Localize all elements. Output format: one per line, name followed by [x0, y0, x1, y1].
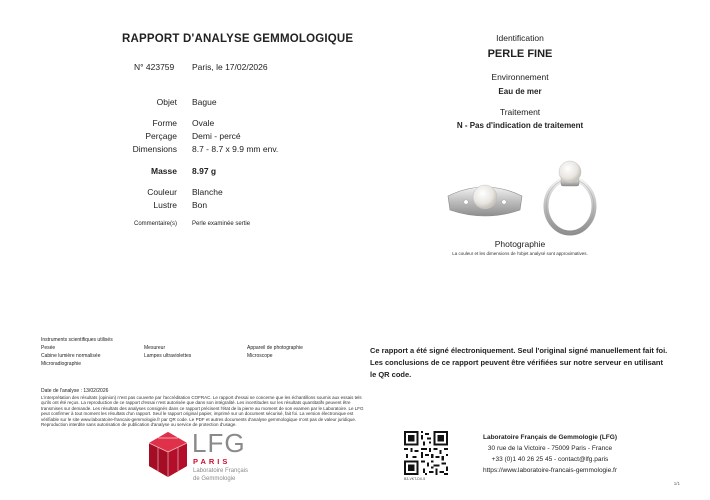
- label-objet: Objet: [156, 97, 177, 107]
- value-masse: 8.97 g: [192, 166, 217, 176]
- identification-label: Identification: [496, 33, 544, 43]
- treatment-value: N - Pas d'indication de traitement: [456, 121, 584, 130]
- instrument-item: Mesureur: [144, 345, 166, 351]
- lab-phone-email[interactable]: +33 (0)1 40 26 25 45 - contact@lfg.paris: [491, 456, 609, 463]
- lab-contact: [470, 432, 630, 476]
- treatment-label: Traitement: [499, 107, 541, 117]
- instrument-item: Appareil de photographie: [247, 345, 303, 351]
- report-title: RAPPORT D'ANALYSE GEMMOLOGIQUE: [122, 33, 354, 45]
- ring-photograph: [440, 158, 620, 238]
- instrument-item: Cabine lumière normalisée: [41, 353, 101, 359]
- instrument-item: Lampes ultraviolettes: [144, 353, 192, 359]
- value-commentaires: Perle examinée sertie: [192, 221, 251, 227]
- logo-line1: Laboratoire Français: [193, 468, 249, 474]
- label-couleur: Couleur: [147, 187, 177, 197]
- value-dimensions: 8.7 - 8.7 x 9.9 mm env.: [192, 144, 279, 154]
- lab-name: Laboratoire Français de Gemmologie (LFG): [483, 434, 617, 441]
- instrument-item: Microscope: [247, 353, 273, 359]
- instrument-item: Microradiographie: [41, 361, 82, 367]
- value-lustre: Bon: [192, 200, 208, 210]
- environment-label: Environnement: [491, 72, 549, 82]
- identification-value: PERLE FINE: [487, 48, 553, 60]
- qr-code[interactable]: [404, 431, 448, 475]
- analysis-date: Date de l'analyse : 13/02/2026: [41, 388, 109, 394]
- gem-icon: [146, 430, 190, 480]
- label-commentaires: Commentaire(s): [133, 221, 177, 227]
- logo-letters: LFG: [192, 428, 246, 458]
- ring-front-view: [546, 161, 594, 233]
- value-objet: Bague: [192, 97, 217, 107]
- report-number: N° 423759: [134, 62, 175, 72]
- photo-label: Photographie: [494, 239, 546, 249]
- qr-caption: B3-VKT-DX-5: [404, 477, 426, 481]
- signature-note: Ce rapport a été signé électroniquement. Seul l'original signé manuellement fait foi. Les conclusions de ce rapport peuvent être vérifiées sur notre serveur en utilisant le QR code.: [370, 346, 668, 379]
- label-lustre: Lustre: [153, 200, 177, 210]
- label-dimensions: Dimensions: [132, 144, 177, 154]
- logo-city: PARIS: [193, 457, 231, 466]
- lab-address: 30 rue de la Victoire - 75009 Paris - France: [487, 445, 613, 452]
- disclaimer-text: L'interprétation des résultats (opinion) n'est pas couverte par l'accréditation COFRAC. Le rapport d'essai ne concerne que les échantillons soumis aux essais tels qu'ils ont été reçus. La reproduction de ce rapport d'essai n'est autorisée que dans son intégralité. Les incertitudes sur les résultats quantitatifs peuvent être transmises sur demande. Les résultats des analyses consignés dans ce rapport précisent l'état de la pierre au moment de son examen par le Laboratoire. Le LFG peut confirmer à tout moment les résultats d'un rapport. Seul le rapport original papier, imprimé sur un document sécurisé, fait foi. La version électronique est vérifiable sur le site www.laboratoire-francais-gemmologie.fr par QR code. Le PDF et autres documents d'analyse gemmologique n'ont pas de valeur juridique. Reproduction interdite sans autorisation de publication d'analyse ou service de protection d'usage.: [41, 395, 364, 428]
- value-couleur: Blanche: [192, 187, 223, 197]
- environment-value: Eau de mer: [498, 87, 542, 96]
- instrument-item: Pesée: [41, 345, 56, 351]
- page-number: 1/1: [673, 481, 680, 486]
- value-percage: Demi - percé: [192, 131, 241, 141]
- lab-website-link[interactable]: https://www.laboratoire-francais-gemmologie.fr: [482, 467, 618, 474]
- value-forme: Ovale: [192, 118, 215, 128]
- label-percage: Perçage: [145, 131, 177, 141]
- logo-line2: de Gemmologie: [193, 476, 236, 482]
- lfg-logo: [146, 428, 266, 494]
- photo-note: La couleur et les dimensions de l'objet analysé sont approximatives.: [452, 251, 588, 256]
- label-masse: Masse: [151, 166, 177, 176]
- ring-side-view: [448, 185, 522, 216]
- label-forme: Forme: [152, 118, 177, 128]
- instruments-heading: Instruments scientifiques utilisés: [41, 337, 113, 343]
- report-place-date: Paris, le 17/02/2026: [192, 62, 268, 72]
